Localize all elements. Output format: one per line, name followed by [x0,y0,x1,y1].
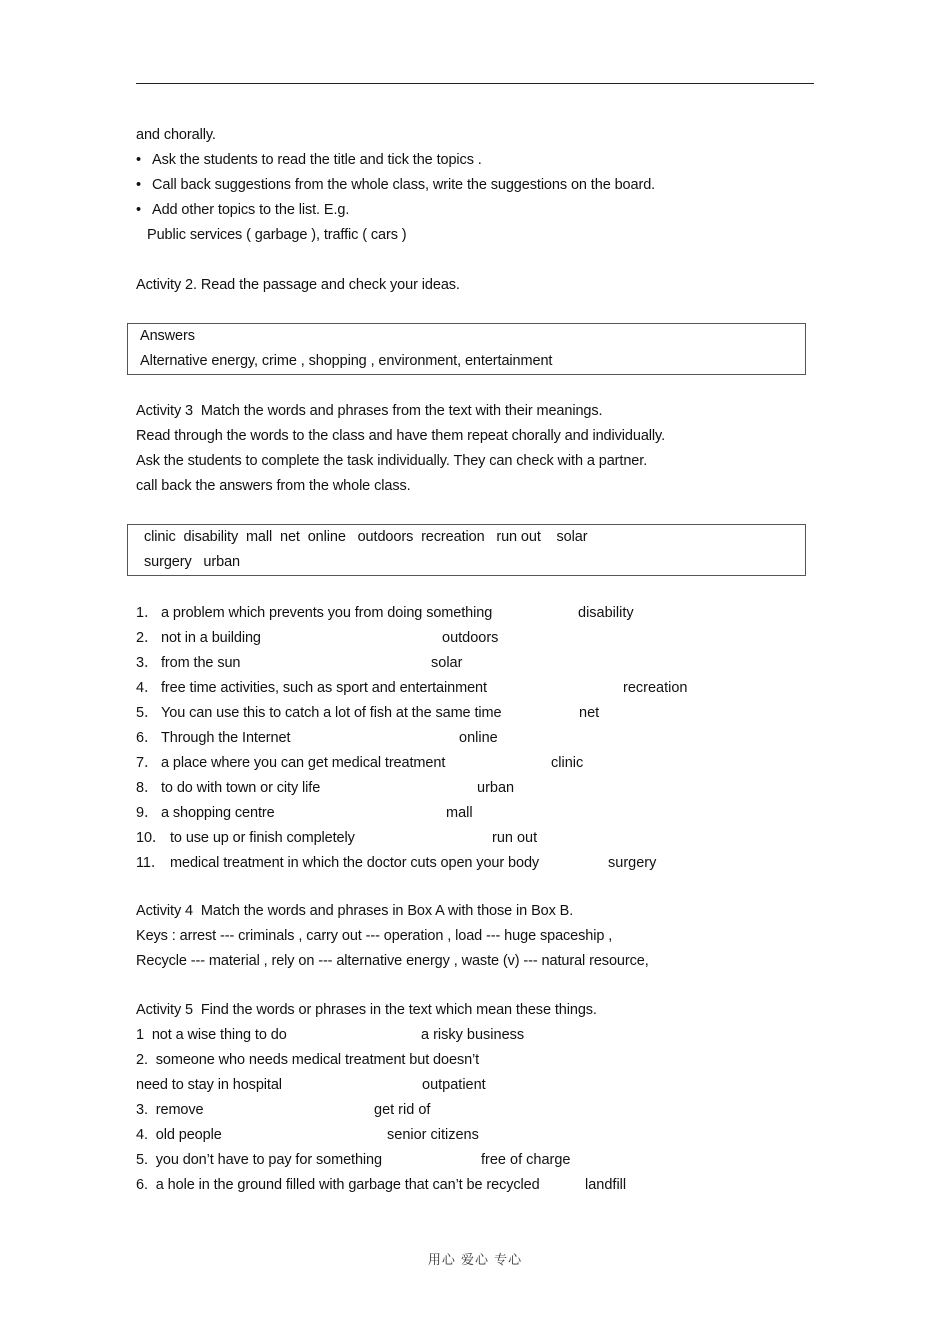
intro-example: Public services ( garbage ), traffic ( cars ) [147,227,407,243]
activity5-title: Activity 5 Find the words or phrases in the text which mean these things. [136,1002,597,1018]
activity3-instruction: Read through the words to the class and have them repeat chorally and individually. [136,428,666,444]
word-box [127,524,806,576]
list-item: 4． free time activities, such as sport and entertainment [136,680,487,696]
list-item: 6． Through the Internet [136,730,291,746]
list-item-answer: urban [477,780,515,796]
word-box-line: surgery urban [144,554,241,570]
list-item-answer: free of charge [481,1152,571,1168]
list-item: 11． medical treatment in which the doctor cuts open your body [136,855,540,871]
list-item-answer: clinic [551,755,584,771]
activity4-keys: Recycle --- material , rely on --- alternative energy , waste (v) --- natural resource, [136,953,649,969]
list-item: 4. old people [136,1127,222,1143]
intro-continuation: and chorally. [136,127,216,143]
list-item-answer: senior citizens [387,1127,479,1143]
list-item-answer: surgery [608,855,657,871]
activity4-keys: Keys : arrest --- criminals , carry out --- operation , load --- huge spaceship , [136,928,613,944]
activity2-title: Activity 2. Read the passage and check your ideas. [136,277,460,293]
list-item: 3． from the sun [136,655,241,671]
list-item-answer: recreation [623,680,688,696]
list-item: 1 not a wise thing to do [136,1027,287,1043]
bullet-text: Ask the students to read the title and tick the topics . [152,152,482,168]
list-item: 5． You can use this to catch a lot of fish at the same time [136,705,502,721]
activity4-title: Activity 4 Match the words and phrases in Box A with those in Box B. [136,903,574,919]
list-item: 2． not in a building [136,630,261,646]
activity3-instruction: Ask the students to complete the task individually. They can check with a partner. [136,453,648,469]
list-item: 5. you don’t have to pay for something [136,1152,382,1168]
list-item-answer: solar [431,655,463,671]
intro-bullet [136,201,349,219]
list-item: 1． a problem which prevents you from doing something [136,605,493,621]
word-box-line: clinic disability mall net online outdoors recreation run out solar [144,529,588,545]
intro-bullet [136,176,655,194]
list-item: 10． to use up or finish completely [136,830,355,846]
activity3-instruction: call back the answers from the whole class. [136,478,411,494]
list-item-answer: outdoors [442,630,499,646]
activity3-title: Activity 3 Match the words and phrases from the text with their meanings. [136,403,603,419]
answers-box [127,323,806,375]
header-rule [136,83,814,84]
bullet-text: Add other topics to the list. E.g. [152,202,350,218]
list-item: 3. remove [136,1102,204,1118]
list-item-answer: net [579,705,600,721]
list-item-answer: get rid of [374,1102,431,1118]
list-item: 9． a shopping centre [136,805,275,821]
list-item: 7． a place where you can get medical treatment [136,755,446,771]
bullet-text: Call back suggestions from the whole class, write the suggestions on the board. [152,177,656,193]
answers-heading: Answers [140,328,195,344]
list-item: 8． to do with town or city life [136,780,321,796]
intro-bullet [136,151,482,169]
page-footer: 用心 爱心 专心 [427,1253,523,1268]
list-item: 2. someone who needs medical treatment but doesn’t [136,1052,480,1068]
list-item-answer: outpatient [422,1077,486,1093]
list-item-answer: disability [578,605,634,621]
list-item: need to stay in hospital [136,1077,282,1093]
list-item-answer: a risky business [421,1027,525,1043]
list-item-answer: online [459,730,498,746]
list-item-answer: landfill [585,1177,627,1193]
list-item-answer: mall [446,805,473,821]
answers-content: Alternative energy, crime , shopping , environment, entertainment [140,353,553,369]
list-item: 6. a hole in the ground filled with garbage that can’t be recycled [136,1177,540,1193]
list-item-answer: run out [492,830,538,846]
